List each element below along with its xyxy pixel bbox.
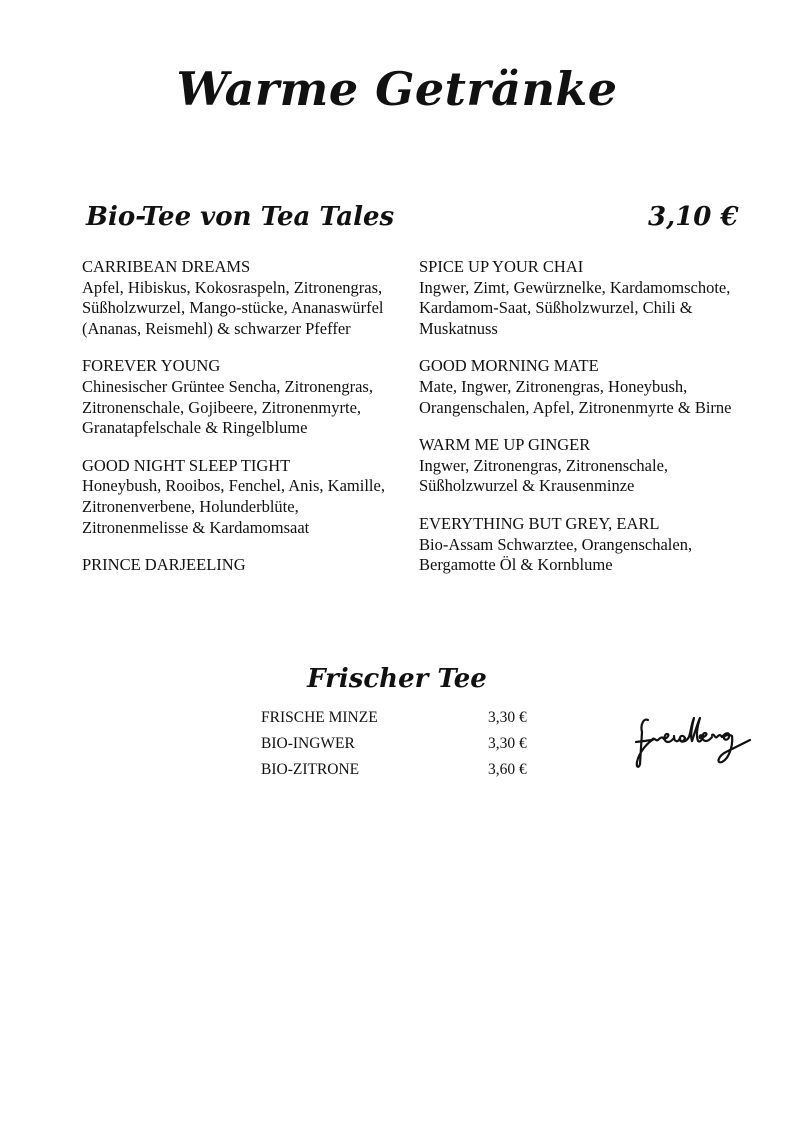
- tea-name: CARRIBEAN DREAMS: [82, 257, 251, 276]
- tea-description: Honeybush, Rooibos, Fenchel, Anis, Kamille, Zitronenverbene, Holunderblüte, Zitronenmelisse & Kardamomsaat: [82, 476, 385, 537]
- section-price: 3,10 €: [648, 202, 739, 232]
- table-row: [261, 708, 551, 734]
- tea-name: SPICE UP YOUR CHAI: [419, 257, 584, 276]
- list-item: [82, 555, 392, 576]
- freudberg-signature-logo: [634, 712, 752, 772]
- fresh-tea-name: BIO-ZITRONE: [261, 761, 360, 778]
- tea-name: WARM ME UP GINGER: [419, 435, 591, 455]
- fresh-tea-list: [261, 708, 551, 786]
- tea-description: Ingwer, Zitronengras, Zitronenschale, Süßholzwurzel & Krausenminze: [419, 455, 669, 496]
- list-item: [82, 356, 392, 438]
- tea-name: FOREVER YOUNG: [82, 356, 221, 376]
- section-title: Bio-Tee von Tea Tales: [86, 202, 395, 232]
- tea-name: PRINCE DARJEELING: [82, 555, 246, 575]
- fresh-tea-price: 3,30 €: [488, 735, 527, 752]
- tea-name: GOOD NIGHT SLEEP TIGHT: [82, 455, 291, 475]
- fresh-tea-name: FRISCHE MINZE: [261, 709, 378, 726]
- list-item: [82, 257, 392, 339]
- list-item: [419, 356, 739, 418]
- tea-description: Bio-Assam Schwarztee, Orangenschalen, Bergamotte Öl & Kornblume: [419, 534, 693, 575]
- tea-description: Ingwer, Zimt, Gewürznelke, Kardamomschote, Kardamom-Saat, Süßholzwurzel, Chili & Muskatnuss: [419, 277, 731, 338]
- tea-description: Mate, Ingwer, Zitronengras, Honeybush, Orangenschalen, Apfel, Zitronenmyrte & Birne: [419, 376, 732, 417]
- tea-description: Apfel, Hibiskus, Kokosraspeln, Zitronengras, Süßholzwurzel, Mango-stücke, Ananaswürfel (Ananas, Reismehl) & schwarzer Pfeffer: [82, 277, 384, 338]
- fresh-tea-name: BIO-INGWER: [261, 735, 355, 752]
- fresh-tea-title: Frischer Tee: [307, 664, 487, 694]
- table-row: [261, 760, 551, 786]
- list-item: [419, 435, 739, 497]
- list-item: [419, 514, 739, 576]
- fresh-tea-price: 3,30 €: [488, 709, 527, 726]
- list-item: [82, 456, 392, 538]
- tea-description: Chinesischer Grüntee Sencha, Zitronengras, Zitronenschale, Gojibeere, Zitronenmyrte, Granatapfelschale & Ringelblume: [82, 376, 373, 438]
- tea-list-right: [419, 257, 739, 593]
- page-title: Warme Getränke: [176, 62, 618, 116]
- table-row: [261, 734, 551, 760]
- tea-name: GOOD MORNING MATE: [419, 356, 599, 376]
- list-item: [419, 257, 739, 339]
- tea-list-left: [82, 257, 392, 593]
- tea-name: EVERYTHING BUT GREY, EARL: [419, 513, 660, 533]
- fresh-tea-price: 3,60 €: [488, 761, 527, 778]
